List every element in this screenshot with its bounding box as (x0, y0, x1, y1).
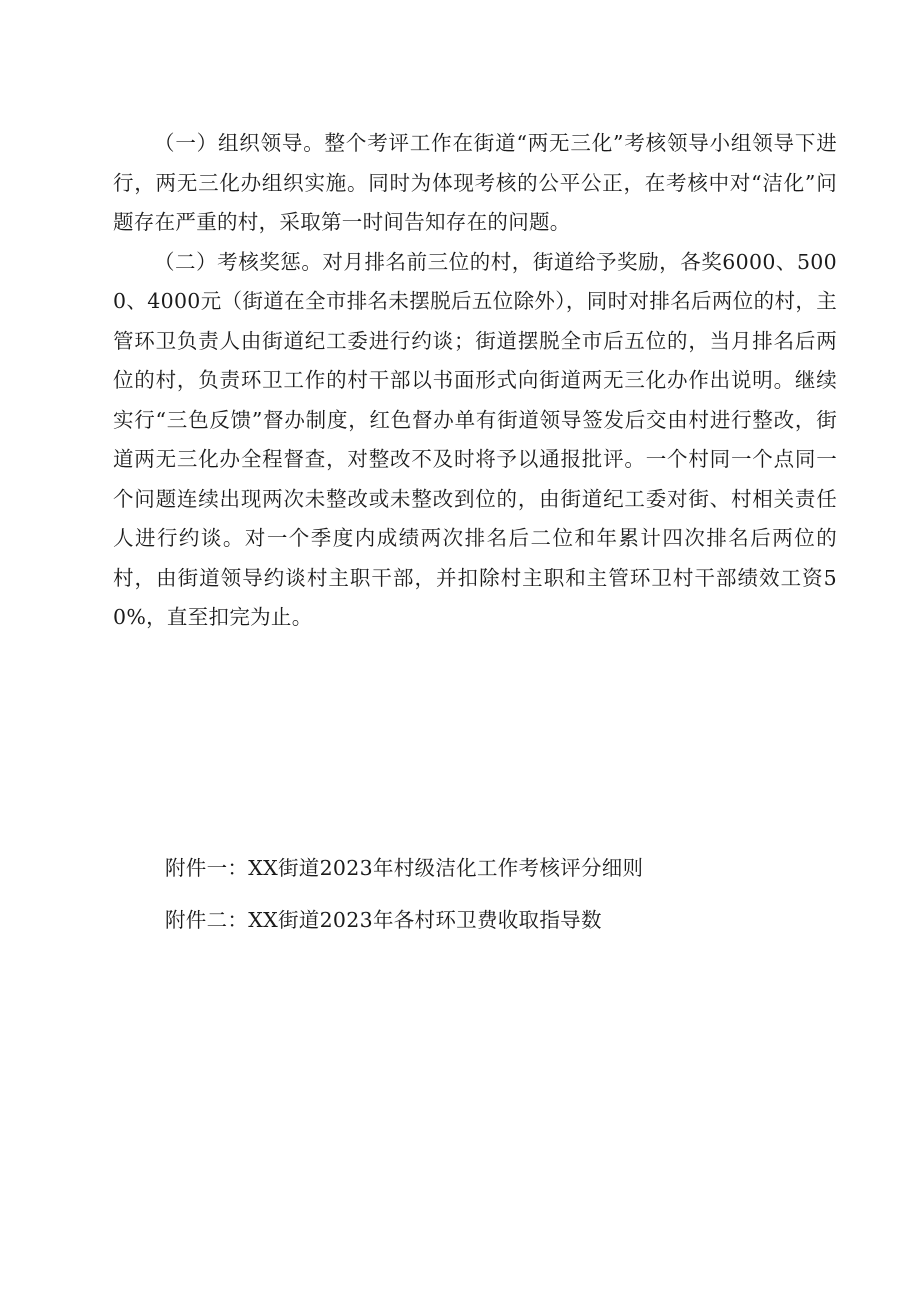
paragraph-organization: （一）组织领导。整个考评工作在街道“两无三化”考核领导小组领导下进行，两无三化办组织实施。同时为体现考核的公平公正，在考核中对“洁化”问题存在严重的村，采取第一时间告知存在的问题。 (113, 131, 837, 234)
attachment-item: 附件二：XX街道2023年各村环卫费收取指导数 (165, 908, 602, 932)
attachment-item: 附件一：XX街道2023年村级洁化工作考核评分细则 (165, 856, 644, 880)
attachment-list (165, 852, 845, 956)
paragraph-rewards-penalties: （二）考核奖惩。对月排名前三位的村，街道给予奖励，各奖6000、5000、4000元（街道在全市排名未摆脱后五位除外），同时对排名后两位的村，主管环卫负责人由街道纪工委进行约谈；街道摆脱全市后五位的，当月排名后两位的村，负责环卫工作的村干部以书面形式向街道两无三化办作出说明。继续实行“三色反馈”督办制度，红色督办单有街道领导签发后交由村进行整改，街道两无三化办全程督查，对整改不及时将予以通报批评。一个村同一个点同一个问题连续出现两次未整改或未整改到位的，由街道纪工委对街、村相关责任人进行约谈。对一个季度内成绩两次排名后二位和年累计四次排名后两位的村，由街道领导约谈村主职干部，并扣除村主职和主管环卫村干部绩效工资50%，直至扣完为止。 (113, 249, 837, 629)
document-body (113, 124, 837, 638)
